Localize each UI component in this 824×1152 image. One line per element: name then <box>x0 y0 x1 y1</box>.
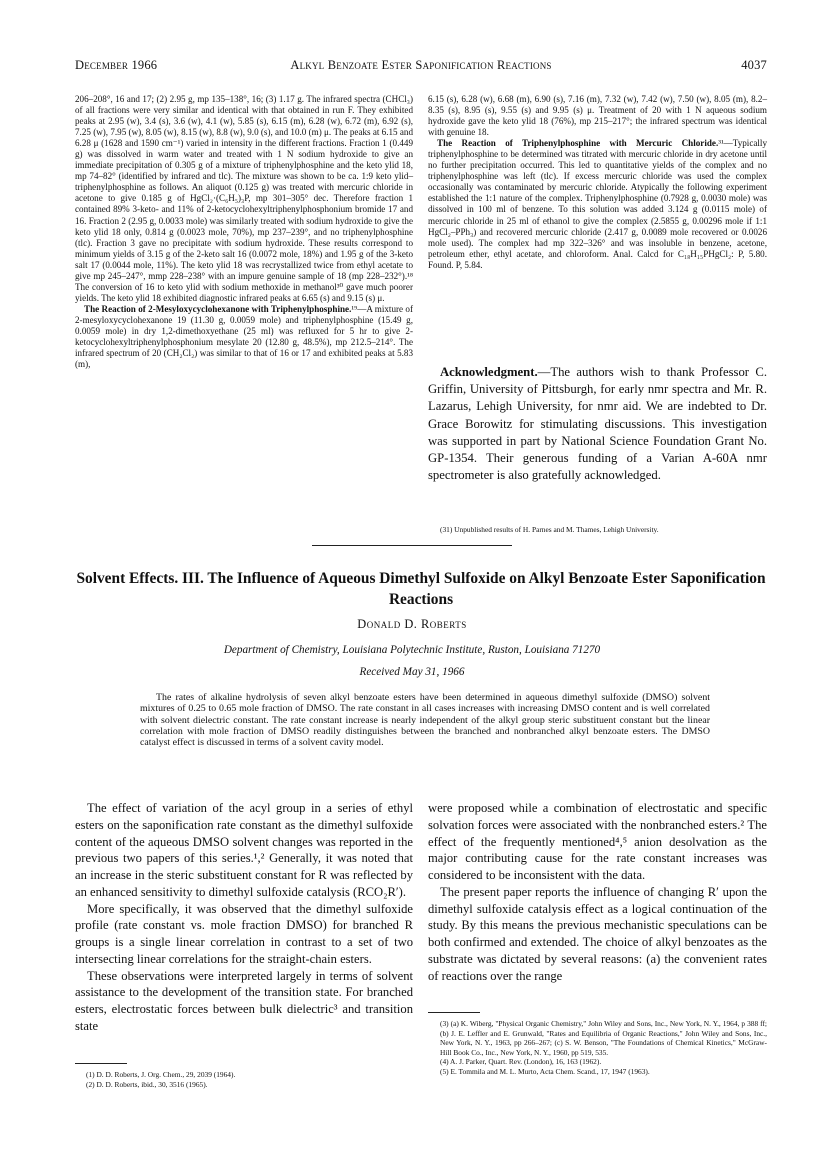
body-paragraph: The effect of variation of the acyl group in a series of ethyl esters on the saponification rate constant as the dimethyl sulfoxide content of the aqueous DMSO solvent changes was reported in the previous two papers of this series.¹,² Generally, it was noted that an increase in the steric substituent constant for R was reflected by an enhanced sensitivity to dimethyl sulfoxide catalysis (RCO₂R′). <box>75 801 413 899</box>
footnote-rule <box>75 1063 127 1064</box>
paragraph-text: ³¹—Typically triphenylphosphine to be determined was titrated with mercuric chloride in dry acetone until no further precipitation occurred. This led to quantitative yields of the complex and no triphenylphosphine was left (tlc). If excess mercuric chloride was used the complex occasionally was contaminated by mercuric chloride. Atypically the following experiment established the 1:1 nature of the complex. Triphenylphosphine (0.7928 g, 0.0030 mole) was dissolved in 100 ml of benzene. To this solution was added 3.124 g (0.0115 mole) of mercuric chloride in 25 ml of ethanol to give the complex (2.5855 g, 0.00296 mole if 1:1 HgCl₂–PPh₃) and recovered mercuric chloride (2.417 g, 0.0089 mole recovered or 0.0026 mole used). The complex had mp 322–326° and was insoluble in benzene, acetone, petroleum ether, ethyl acetate, and chloroform. Anal. Calcd for C₁₈H₁₅PHgCl₂: P, 5.80. Found. P, 5.84. <box>428 138 767 270</box>
footnote-rule <box>428 1012 480 1013</box>
body-paragraph: The present paper reports the influence of changing R′ upon the dimethyl sulfoxide catalysis effect as a logical continuation of the study. By this means the previous mechanistic speculations can be both confirmed and extended. The choice of alkyl benzoates as the substrate was dictated by several reasons: (a) the convenient rates of reactions over the range <box>428 884 767 983</box>
acknowledgment-block <box>428 364 767 484</box>
author-name: Donald D. Roberts <box>357 617 467 631</box>
footnote: (3) (a) K. Wiberg, "Physical Organic Chemistry," John Wiley and Sons, Inc., New York, N. Y., 1964, p 388 ff; (b) J. E. Leffler and E. Grunwald, "Rates and Equilibria of Organic Reactions," John Wiley and Sons, Inc., New York, N. Y., 1963, pp 266–267; (c) S. W. Benson, "The Foundations of Chemical Kinetics," McGraw-Hill Book Co., Inc., New York, N. Y., 1960, pp 519, 535. <box>440 1019 767 1057</box>
body-paragraph: More specifically, it was observed that the dimethyl sulfoxide profile (rate constant vs. mole fraction DMSO) for branched R groups is a single linear correlation in contrast to a set of two intersecting linear correlations for the straight-chain esters. <box>75 901 413 966</box>
body-paragraph: were proposed while a combination of electrostatic and specific solvation forces were associated with the nonbranched esters.² The effect of the frequently mentioned⁴,⁵ anion desolvation as the major contributing cause for the rate constant increases was considered to be inconsistent with the data. <box>428 801 767 882</box>
experimental-paragraph: 6.15 (s), 6.28 (w), 6.68 (m), 6.90 (s), 7.16 (m), 7.32 (w), 7.42 (w), 7.50 (w), 8.05 (m), 8.2–8.35 (s), 8.95 (s), 9.55 (s) and 9.95 (s) μ. Treatment of 20 with 1 N aqueous sodium hydroxide gave the keto ylid 18 (76%), mp 215–217°; the infrared spectrum was identical with genuine 18. <box>428 94 767 138</box>
footnotes-right <box>440 1019 767 1077</box>
section-heading: The Reaction of Triphenylphosphine with Mercuric Chloride. <box>437 138 719 149</box>
footnotes-left <box>86 1070 413 1089</box>
running-header <box>75 58 767 74</box>
received-date: Received May 31, 1966 <box>359 666 465 678</box>
header-date: December 1966 <box>75 58 158 72</box>
body-left-column <box>75 800 413 1035</box>
section-heading: The Reaction of 2-Mesyloxycyclohexanone with Triphenylphosphine. <box>84 303 352 314</box>
page-number: 4037 <box>741 58 767 72</box>
article-separator-rule <box>312 545 512 546</box>
footnote: (5) E. Tommila and M. L. Murto, Acta Chem. Scand., 17, 1947 (1963). <box>440 1066 650 1076</box>
acknowledgment-heading: Acknowledgment. <box>440 365 538 379</box>
footnote: (2) D. D. Roberts, ibid., 30, 3516 (1965). <box>86 1079 208 1089</box>
prev-article-left-column <box>75 94 413 370</box>
article-title: Solvent Effects. III. The Influence of Aqueous Dimethyl Sulfoxide on Alkyl Benzoate Ester Saponification Reactions <box>76 570 766 608</box>
header-journal-title: Alkyl Benzoate Ester Saponification Reactions <box>290 58 552 72</box>
experimental-paragraph <box>428 138 767 271</box>
footnote: (31) Unpublished results of H. Parnes and M. Thames, Lehigh University. <box>440 525 659 534</box>
abstract: The rates of alkaline hydrolysis of seven alkyl benzoate esters have been determined in aqueous dimethyl sulfoxide (DMSO) solvent mixtures of 0.25 to 0.65 mole fraction of DMSO. The rate constant in all cases increases with increasing DMSO content and is well correlated with solvent dielectric constant. The rate constant increase is nearly independent of the alkyl group steric substituent constant but the linear correlation with mole fraction of DMSO readily distinguishes between the branched and nonbranched alkyl benzoate esters. The DMSO catalyst effect is discussed in terms of a solvent cavity model. <box>140 692 710 749</box>
author-affiliation: Department of Chemistry, Louisiana Polytechnic Institute, Ruston, Louisiana 71270 <box>223 644 601 656</box>
acknowledgment-text: —The authors wish to thank Professor C. Griffin, University of Pittsburgh, for early nmr spectra and Mr. R. Lazarus, Lehigh University, for nmr aid. We are indebted to Dr. Grace Borowitz for stimulating discussions. This investigation was supported in part by National Science Foundation Grant No. GP-1354. Their generous funding of a Varian A-60A nmr spectrometer is also gratefully acknowledged. <box>428 365 767 483</box>
acknowledgment-paragraph <box>428 364 767 484</box>
body-right-column <box>428 800 767 984</box>
paragraph-text: ¹⁹—A mixture of 2-mesyloxycyclohexanone 19 (11.30 g, 0.0059 mole) and triphenylphosphine (15.49 g, 0.0059 mole) in dry 1,2-dimethoxyethane (25 ml) was refluxed for 5 hr to give 2-ketocyclohexyltriphenylphosphonium mesylate 20 (12.80 g, 48.5%), mp 212.5–214°. The infrared spectrum of 20 (CH₂Cl₂) was similar to that of 16 or 17 and exhibited peaks at 5.83 (m), <box>75 303 413 370</box>
experimental-paragraph <box>75 304 413 370</box>
prev-article-right-column <box>428 94 767 271</box>
footnote: (1) D. D. Roberts, J. Org. Chem., 29, 2039 (1964). <box>86 1070 236 1079</box>
footnote-31 <box>440 525 767 535</box>
footnote: (4) A. J. Parker, Quart. Rev. (London), 16, 163 (1962). <box>440 1057 602 1067</box>
body-paragraph: These observations were interpreted largely in terms of solvent assistance to the development of the transition state. For branched esters, electrostatic forces between bulk dielectric³ and transition state <box>75 968 413 1033</box>
experimental-paragraph: 206–208°, 16 and 17; (2) 2.95 g, mp 135–138°, 16; (3) 1.17 g. The infrared spectra (CHCl₃) of all fractions were very similar and identical with that obtained in run F. They exhibited peaks at 2.95 (w), 3.4 (s), 3.6 (w), 4.1 (w), 5.85 (s), 6.15 (m), 6.28 (w), 6.72 (m), 6.92 (s), 7.25 (w), 7.95 (w), 8.05 (w), 8.15 (w), 8.8 (w), 9.0 (s), and 10.0 (m) μ. The peaks at 6.15 and 6.28 μ (1628 and 1590 cm⁻¹) varied in intensity in the different fractions. Fraction 1 (0.449 g) was dissolved in warm water and treated with 1 N sodium hydroxide to give an immediate precipitation of 0.305 g of a mixture of triphenylphosphine and the keto ylid 18, mp 74–82° (identified by infrared and tlc). The mixture was shown to be ca. 1:9 keto ylid–triphenylphosphine as follows. An aliquot (0.125 g) was treated with mercuric chloride in acetone to give 0.185 g of HgCl₂·(C₆H₅)₃P, mp 301–305° dec. Therefore fraction 1 contained 89% 3-keto- and 11% of 2-ketocyclohexyltriphenylphosphonium bromide 17 and 16. Fraction 2 (2.95 g, 0.0033 mole) was similarly treated with sodium hydroxide to give the keto ylid 18 only, 0.814 g (0.0023 mole, 70%), mp 237–239°, and no triphenylphosphine (tlc). Fraction 3 gave no precipitate with sodium hydroxide. These results correspond to minimum yields of 3.15 g of the 2-keto salt 16 (0.0072 mole, 18%) and 1.95 g of the 3-keto salt 17 (0.0044 mole, 11%). The keto ylid 18 was recrystallized twice from ethyl acetate to give mp 245–247°, mmp 228–238° with an impure genuine sample of 18 (mp 228–232°).¹⁸ The conversion of 16 to keto ylid with sodium methoxide in methanol³⁰ gave much poorer yields. The keto ylid 18 exhibited diagnostic infrared peaks at 6.65 (s) and 9.15 (s) μ. <box>75 94 413 303</box>
